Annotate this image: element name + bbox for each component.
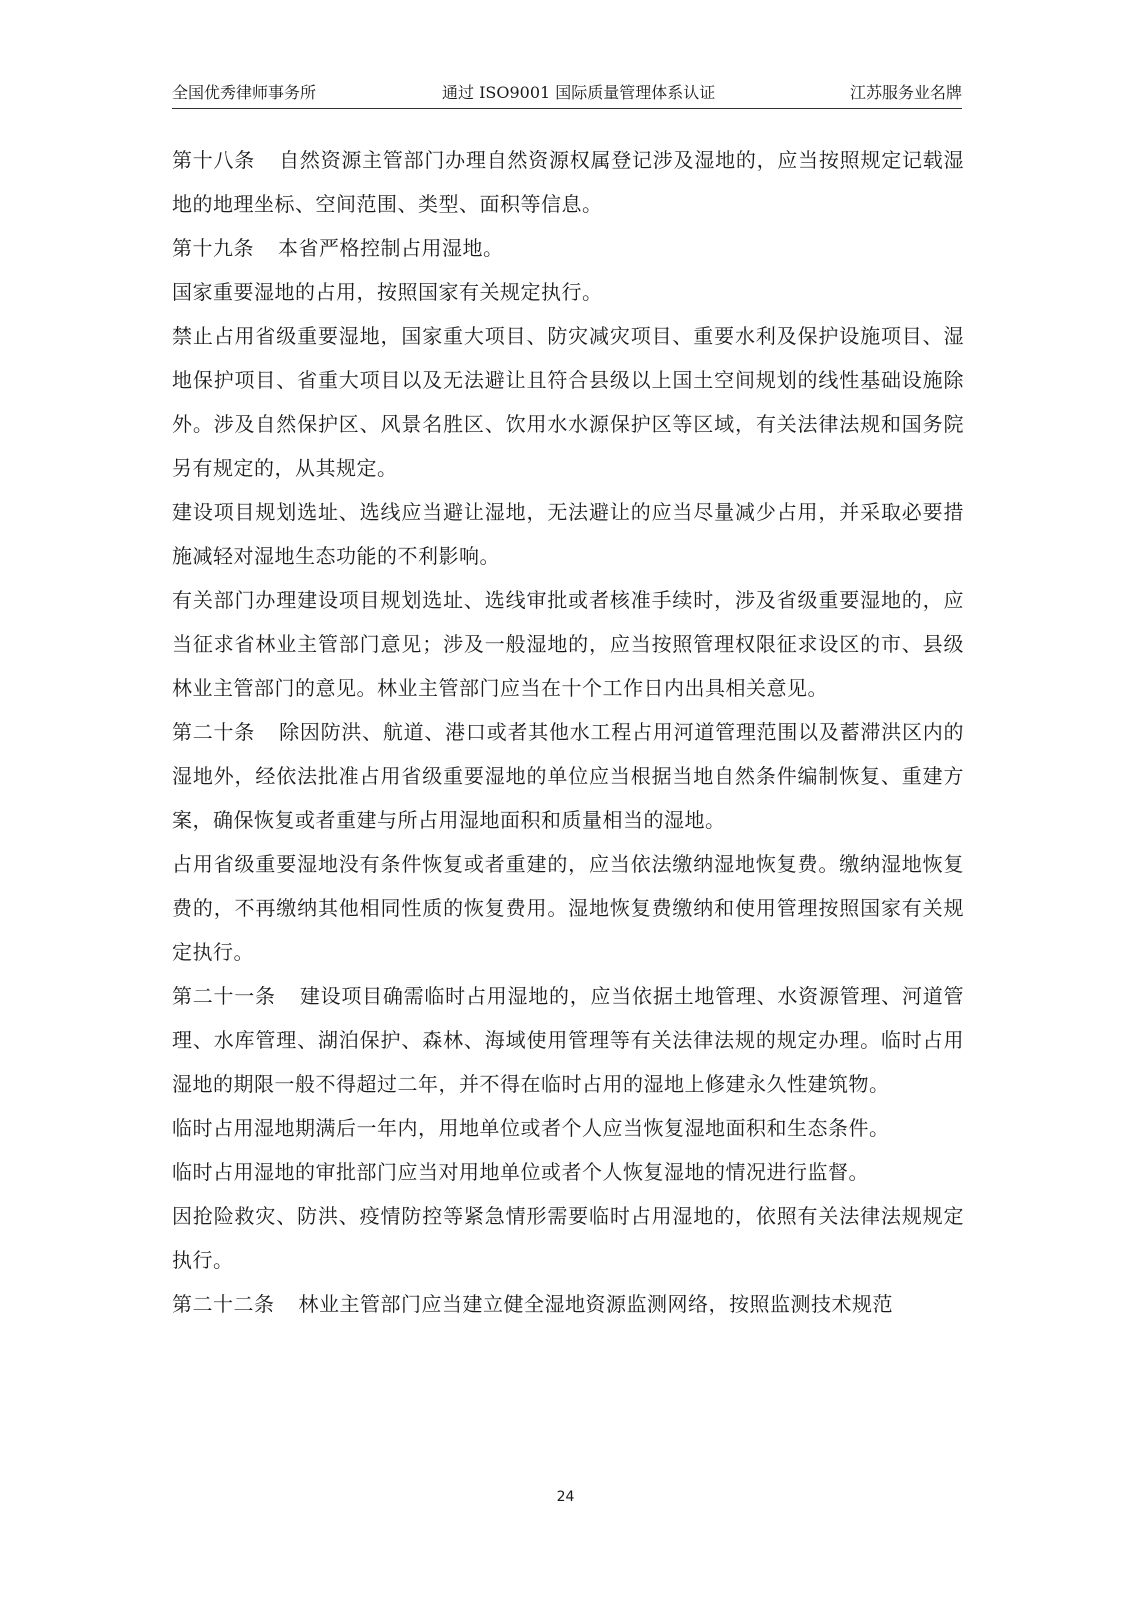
article-number: 第二十一条 [172,984,276,1008]
paragraph-text: 建设项目规划选址、选线应当避让湿地，无法避让的应当尽量减少占用，并采取必要措施减轻对湿地生态功能的不利影响。 [172,500,964,568]
paragraph-text: 占用省级重要湿地没有条件恢复或者重建的，应当依法缴纳湿地恢复费。缴纳湿地恢复费的，不再缴纳其他相同性质的恢复费用。湿地恢复费缴纳和使用管理按照国家有关规定执行。 [172,852,964,964]
header-firm-name: 全国优秀律师事务所 [172,83,317,102]
paragraph-text: 除因防洪、航道、港口或者其他水工程占用河道管理范围以及蓄滞洪区内的湿地外，经依法批准占用省级重要湿地的单位应当根据当地自然条件编制恢复、重建方案，确保恢复或者重建与所占用湿地面积和质量相当的湿地。 [172,720,965,832]
paragraph-text: 有关部门办理建设项目规划选址、选线审批或者核准手续时，涉及省级重要湿地的，应当征求省林业主管部门意见；涉及一般湿地的，应当按照管理权限征求设区的市、县级林业主管部门的意见。林业主管部门应当在十个工作日内出具相关意见。 [172,588,964,700]
paragraph [172,1194,964,1282]
page-number: 24 [556,1489,575,1505]
paragraph [172,578,964,710]
paragraph-text: 因抢险救灾、防洪、疫情防控等紧急情形需要临时占用湿地的，依照有关法律法规规定执行。 [172,1204,964,1272]
header-brand: 江苏服务业名牌 [849,83,962,102]
page-header [172,78,962,109]
paragraph-text: 临时占用湿地的审批部门应当对用地单位或者个人恢复湿地的情况进行监督。 [172,1160,869,1184]
paragraph [172,226,964,270]
paragraph [172,314,964,490]
paragraph [172,490,964,578]
article-number: 第十八条 [172,148,256,172]
header-certification: 通过 ISO9001 国际质量管理体系认证 [442,83,716,102]
paragraph-text: 临时占用湿地期满后一年内，用地单位或者个人应当恢复湿地面积和生态条件。 [172,1116,890,1140]
paragraph [172,1150,964,1194]
paragraph-text: 本省严格控制占用湿地。 [278,236,504,260]
paragraph [172,270,964,314]
article-number: 第二十条 [172,720,256,744]
article-number: 第二十二条 [172,1292,275,1316]
document-body [172,138,964,1326]
paragraph [172,138,964,226]
paragraph [172,1282,964,1326]
paragraph [172,842,964,974]
paragraph [172,1106,964,1150]
paragraph [172,974,964,1106]
paragraph-text: 建设项目确需临时占用湿地的，应当依据土地管理、水资源管理、河道管理、水库管理、湖泊保护、森林、海域使用管理等有关法律法规的规定办理。临时占用湿地的期限一般不得超过二年，并不得在临时占用的湿地上修建永久性建筑物。 [172,984,965,1096]
article-number: 第十九条 [172,236,254,260]
paragraph-text: 林业主管部门应当建立健全湿地资源监测网络，按照监测技术规范 [298,1292,893,1316]
paragraph-text: 国家重要湿地的占用，按照国家有关规定执行。 [172,280,603,304]
paragraph [172,710,964,842]
paragraph-text: 自然资源主管部门办理自然资源权属登记涉及湿地的，应当按照规定记载湿地的地理坐标、空间范围、类型、面积等信息。 [172,148,965,216]
paragraph-text: 禁止占用省级重要湿地，国家重大项目、防灾减灾项目、重要水利及保护设施项目、湿地保护项目、省重大项目以及无法避让且符合县级以上国土空间规划的线性基础设施除外。涉及自然保护区、风景名胜区、饮用水水源保护区等区域，有关法律法规和国务院另有规定的，从其规定。 [172,324,964,480]
